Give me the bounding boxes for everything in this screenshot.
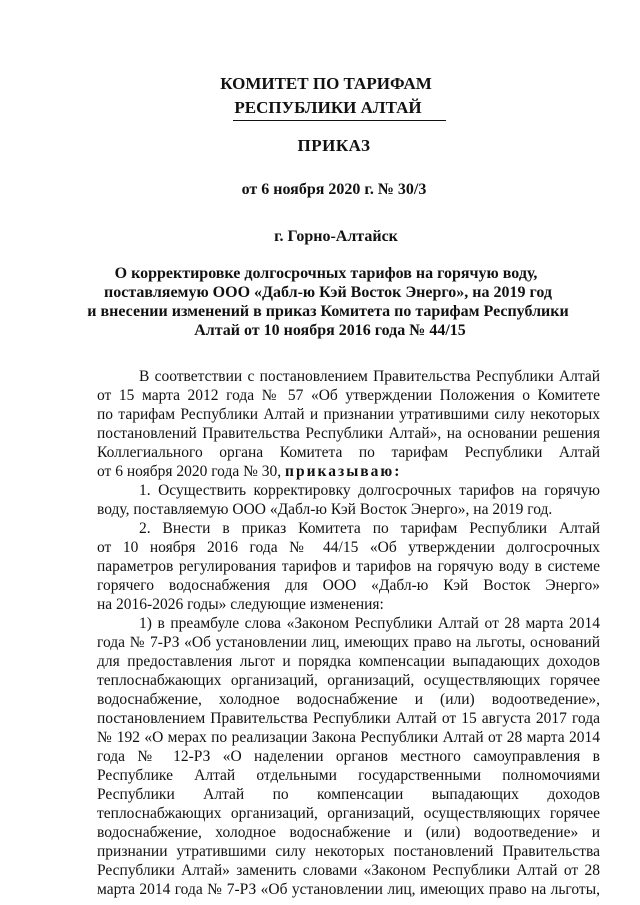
body-text-line: горячего водоснабжения для ООО «Дабл-ю Кэй Восток Энерго» [97,577,600,594]
committee-name-line-1: КОМИТЕТ ПО ТАРИФАМ [220,74,432,93]
body-text-line: В соответствии с постановлением Правительства Республики Алтай [139,368,600,385]
body-text-line: года № 12-РЗ «О наделении органов местного самоуправления в [97,748,600,765]
order-title-line: поставляемую ООО «Дабл-ю Кэй Восток Энерго», на 2019 год [104,284,552,301]
body-text-line: водоснабжение, холодное водоснабжение и (или) водоотведение» и [97,824,600,841]
body-text-line: 1) в преамбуле слова «Законом Республики Алтай от 28 марта 2014 [139,615,600,632]
body-text-line: теплоснабжающих организаций, организаций, осуществляющих горячее [97,805,600,822]
body-text-line: постановлений Правительства Республики Алтай», на основании решения [97,425,600,442]
body-text-line: Республике Алтай отдельными государственными полномочиями [97,767,600,784]
body-text-line [97,463,401,481]
body-text-line: на 2016-2026 годы» следующие изменения: [97,596,384,613]
body-text-line: для предоставления льгот и порядка компенсации выпадающих доходов [97,653,600,670]
body-text-line: водоснабжение, холодное водоснабжение и (или) водоотведение», [97,691,600,708]
order-heading: ПРИКАЗ [297,136,371,155]
header-underline [233,120,446,121]
order-title-line: Алтай от 10 ноября 2016 года № 44/15 [194,322,466,339]
body-text-line: № 192 «О мерах по реализации Закона Республики Алтай от 28 марта 2014 [97,729,600,746]
body-text-line: марта 2014 года № 7-РЗ «Об установлении лиц, имеющих право на льготы, [97,881,600,898]
body-text-line: Республики Алтай по компенсации выпадающих доходов [97,786,600,803]
body-text-line: теплоснабжающих организаций, организаций, осуществляющих горячее [97,672,600,689]
body-text-line: по тарифам Республики Алтай и признании утратившими силу некоторых [97,406,600,423]
body-text-line: 1. Осуществить корректировку долгосрочных тарифов на горячую [139,482,600,499]
body-text-line: 2. Внести в приказ Комитета по тарифам Республики Алтай [139,520,600,537]
committee-name-line-2: РЕСПУБЛИКИ АЛТАЙ [234,98,422,117]
body-text-line: от 10 ноября 2016 года № 44/15 «Об утверждении долгосрочных [97,539,600,556]
order-keyword: приказываю: [285,463,402,480]
body-text-line: Республики Алтай» заменить словами «Законом Республики Алтай от 28 [97,862,600,879]
body-text-line: года № 7-РЗ «Об установлении лиц, имеющих право на льготы, оснований [97,634,600,651]
body-text-line: Коллегиального органа Комитета по тарифам Республики Алтай [97,444,600,461]
body-text-fragment: от 6 ноября 2020 года № 30, [97,463,282,480]
body-text-line: признании утратившими силу некоторых постановлений Правительства [97,843,600,860]
order-title-line: и внесении изменений в приказ Комитета по тарифам Республики [87,303,569,320]
body-text-line: постановлением Правительства Республики Алтай от 15 августа 2017 года [97,710,600,727]
body-text-line: от 15 марта 2012 года № 57 «Об утверждении Положения о Комитете [97,387,600,404]
body-text-line: параметров регулирования тарифов и тарифов на горячую воду в системе [97,558,600,575]
order-city: г. Горно-Алтайск [274,228,398,245]
order-date-number: от 6 ноября 2020 г. № 30/3 [241,181,427,198]
order-title-line: О корректировке долгосрочных тарифов на горячую воду, [114,265,538,282]
body-text-line: воду, поставляемую ООО «Дабл-ю Кэй Восток Энерго», на 2019 год. [97,501,553,518]
